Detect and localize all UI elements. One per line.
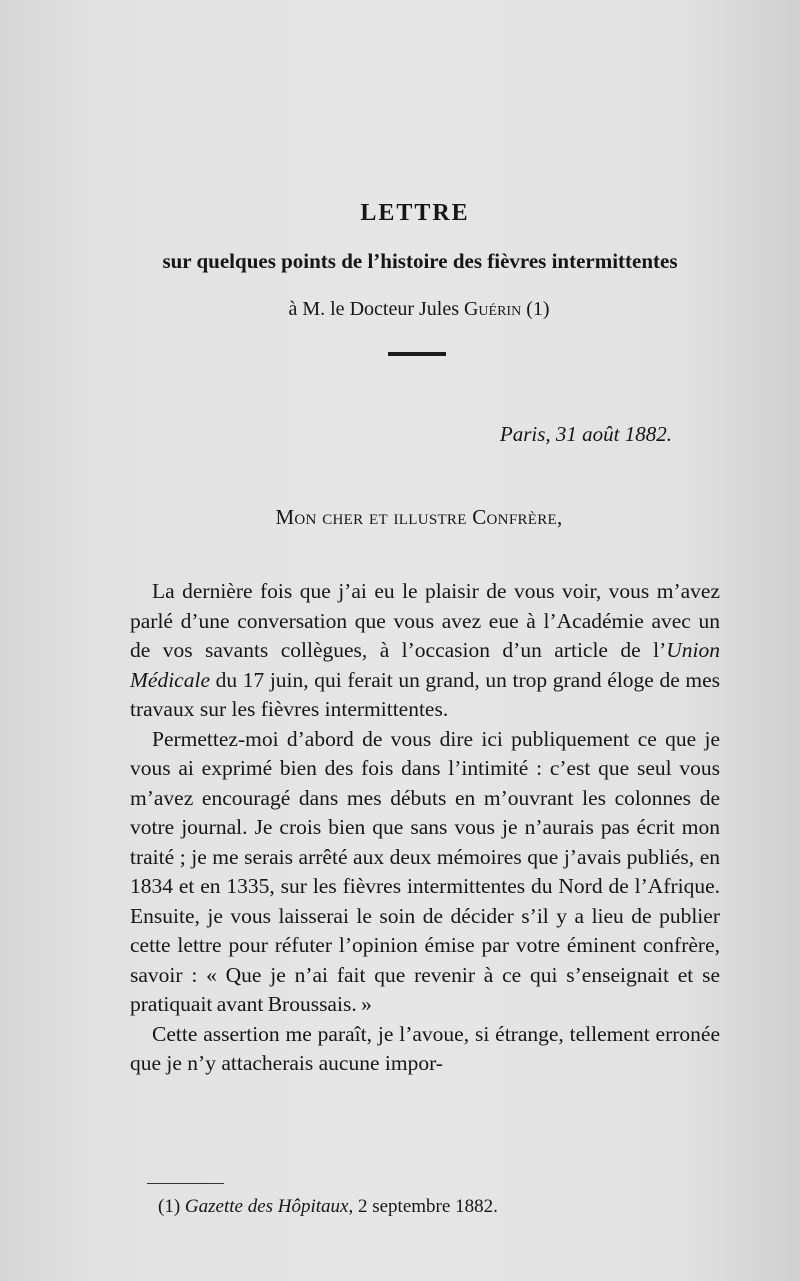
dedication-name: Guérin [463,298,522,320]
footnote-divider [147,1183,224,1184]
journal-name: Union Médicale [130,638,720,692]
paragraph-2: Permettez-moi d’abord de vous dire ici publiquement ce que je vous ai exprimé bien des fois dans l’intimité : c’est que seul vous m’avez encouragé dans mes débuts en m’ouvrant les colonnes de votre journal. Je crois bien que sans vous je n’aurais pas écrit mon traité ; je me serais arrêté aux deux mémoires que j’avais publiés, en 1834 et en 1335, sur les fièvres intermittentes du Nord de l’Afrique. Ensuite, je vous laisserai le soin de décider s’il y a lieu de publier cette lettre pour réfuter l’opinion émise par votre éminent confrère, savoir : « Que je n’ai fait que revenir à ce qui s’enseignait et se pratiquait avant Broussais. » [130,726,720,1016]
footnote-reference: (1) [521,298,550,320]
paragraph-1 [130,577,720,725]
paragraph-1-text-a: La dernière fois que j’ai eu le plaisir de vous voir, vous m’avez parlé d’une conversation que vous avez eue à l’Académie avec un de vos savants collègues, à l’occasion d’un article de l’ [130,579,720,662]
footnote-date: , 2 septembre 1882. [348,1196,498,1217]
footnote [158,1196,498,1218]
footnote-source: Gazette des Hôpitaux [184,1196,349,1217]
letter-body [130,577,720,1079]
dedication-prefix: à M. le Docteur Jules [288,298,464,320]
letter-subtitle: sur quelques points de l’histoire des fièvres intermittentes [162,249,678,273]
letter-title: LETTRE [360,200,470,226]
paragraph-3: Cette assertion me paraît, je l’avoue, si étrange, tellement erronée que je n’y attacherais aucune impor- [130,1021,720,1075]
salutation: Mon cher et illustre Confrère, [275,505,563,529]
footnote-number: (1) [158,1196,185,1217]
letter-date: Paris, 31 août 1882. [499,422,672,446]
dedication [0,298,800,321]
paragraph-1-text-b: du 17 juin, qui ferait un grand, un trop grand éloge de mes travaux sur les fièvres intermittentes. [130,667,720,721]
title-divider [388,352,446,356]
